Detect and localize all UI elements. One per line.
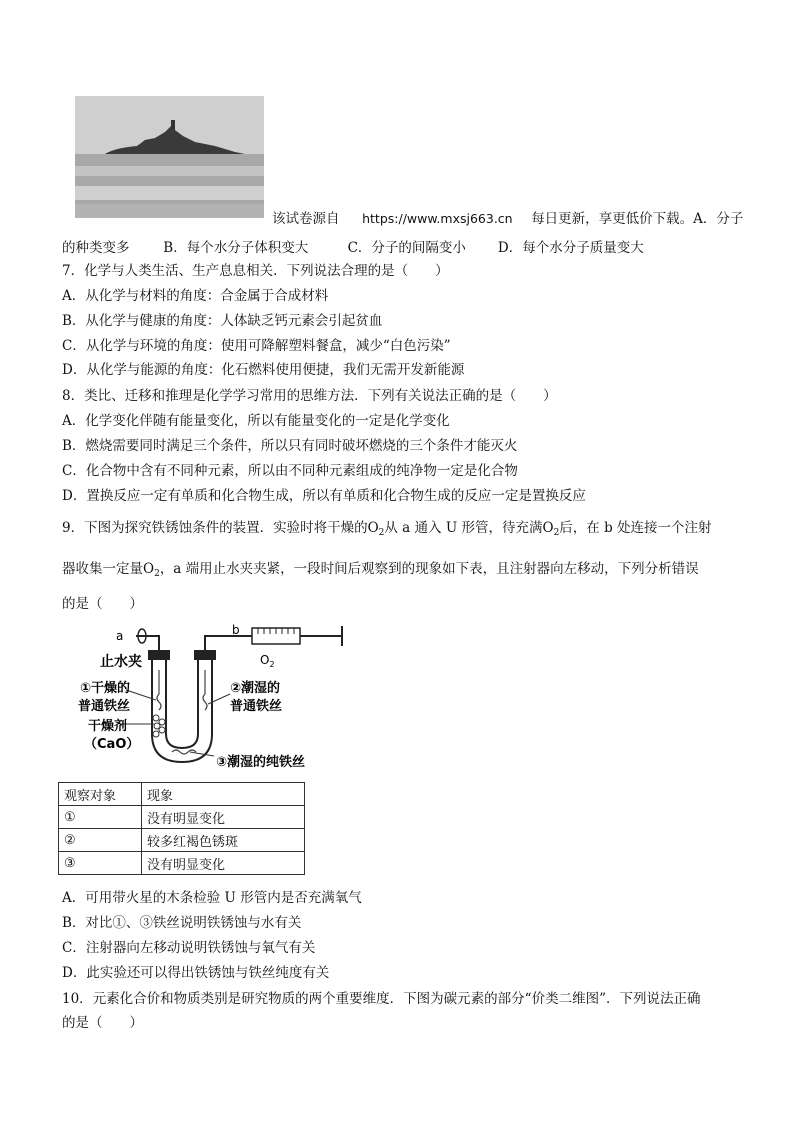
q9-option-d: D．此实验还可以得出铁锈蚀与铁丝纯度有关 [62, 965, 330, 981]
q8-option-a: A．化学变化伴随有能量变化，所以有能量变化的一定是化学变化 [62, 413, 450, 429]
label-a: a [116, 629, 124, 643]
label-cao: （CaO） [84, 737, 140, 752]
label-desiccant: 干燥剂 [88, 719, 128, 734]
q8-stem: 8．类比、迁移和推理是化学学习常用的思维方法．下列有关说法正确的是（ ） [62, 388, 557, 404]
label-wire-3: ③潮湿的纯铁丝 [216, 755, 306, 770]
table-cell: ② [59, 829, 142, 852]
q6-option-c: C．分子的间隔变小 [347, 240, 466, 256]
q6-option-d: D．每个水分子质量变大 [497, 240, 644, 256]
q9-option-a: A．可用带火星的木条检验 U 形管内是否充满氧气 [62, 890, 362, 906]
q10-stem-line-2: 的是（ ） [62, 1015, 143, 1031]
label-wire-2a: ②潮湿的 [230, 681, 281, 696]
table-row [59, 806, 305, 829]
label-wire-1a: ①干燥的 [80, 681, 131, 696]
q7-option-c: C．从化学与环境的角度：使用可降解塑料餐盒，减少“白色污染” [62, 338, 451, 354]
table-cell: ① [59, 806, 142, 829]
q9-stem-line-2: 器收集一定量$O_2$，a 端用止水夹夹紧，一段时间后观察到的现象如下表，且注射器向左移动，下列分析错误 [62, 561, 699, 579]
source-prefix: 该试卷源自 [272, 211, 340, 227]
rust-experiment-apparatus [64, 624, 364, 774]
table-row [59, 852, 305, 875]
q9-option-c: C．注射器向左移动说明铁锈蚀与氧气有关 [62, 940, 316, 956]
q8-option-c: C．化合物中含有不同种元素，所以由不同种元素组成的纯净物一定是化合物 [62, 463, 518, 479]
label-wire-1b: 普通铁丝 [78, 699, 131, 714]
source-url[interactable]: https://www.mxsj663.cn [362, 211, 513, 226]
table-cell: 没有明显变化 [142, 806, 305, 829]
q9-stem-line-3: 的是（ ） [62, 596, 143, 612]
table-cell: 较多红褐色锈斑 [142, 829, 305, 852]
q7-option-b: B．从化学与健康的角度：人体缺乏钙元素会引起贫血 [62, 313, 383, 329]
source-suffix: 每日更新，享更低价下载。A．分子 [531, 211, 744, 227]
observation-table [58, 782, 305, 875]
q9-stem-line-1: 9．下图为探究铁锈蚀条件的装置．实验时将干燥的$O_2$从 a 通入 U 形管，待充满$O_2$后，在 b 处连接一个注射 [62, 520, 712, 538]
label-clamp: 止水夹 [100, 654, 142, 670]
table-header-row [59, 783, 305, 806]
q9-option-b: B．对比①、③铁丝说明铁锈蚀与水有关 [62, 915, 302, 931]
q8-option-d: D．置换反应一定有单质和化合物生成，所以有单质和化合物生成的反应一定是置换反应 [62, 488, 586, 504]
island-silhouette [75, 96, 264, 218]
q6-options [62, 236, 644, 256]
q10-stem-line-1: 10．元素化合价和物质类别是研究物质的两个重要维度．下图为碳元素的部分“价类二维图”．下列说法正确 [62, 991, 701, 1007]
source-line [272, 207, 743, 227]
table-header: 现象 [142, 783, 305, 806]
label-b: b [232, 624, 240, 637]
label-wire-2b: 普通铁丝 [230, 699, 283, 714]
q8-option-b: B．燃烧需要同时满足三个条件，所以只有同时破坏燃烧的三个条件才能灭火 [62, 438, 518, 454]
table-cell: ③ [59, 852, 142, 875]
q6-option-b: B．每个水分子体积变大 [163, 240, 309, 256]
island-fog-photo [75, 96, 264, 218]
q7-stem: 7．化学与人类生活、生产息息相关．下列说法合理的是（ ） [62, 263, 449, 279]
table-header: 观察对象 [59, 783, 142, 806]
q6-option-a-rest: 的种类变多 [62, 240, 130, 256]
table-row [59, 829, 305, 852]
label-o2: $O_2$ [260, 653, 275, 669]
table-cell: 没有明显变化 [142, 852, 305, 875]
q7-option-d: D．从化学与能源的角度：化石燃料使用便捷，我们无需开发新能源 [62, 362, 465, 378]
q7-option-a: A．从化学与材料的角度：合金属于合成材料 [62, 288, 329, 304]
